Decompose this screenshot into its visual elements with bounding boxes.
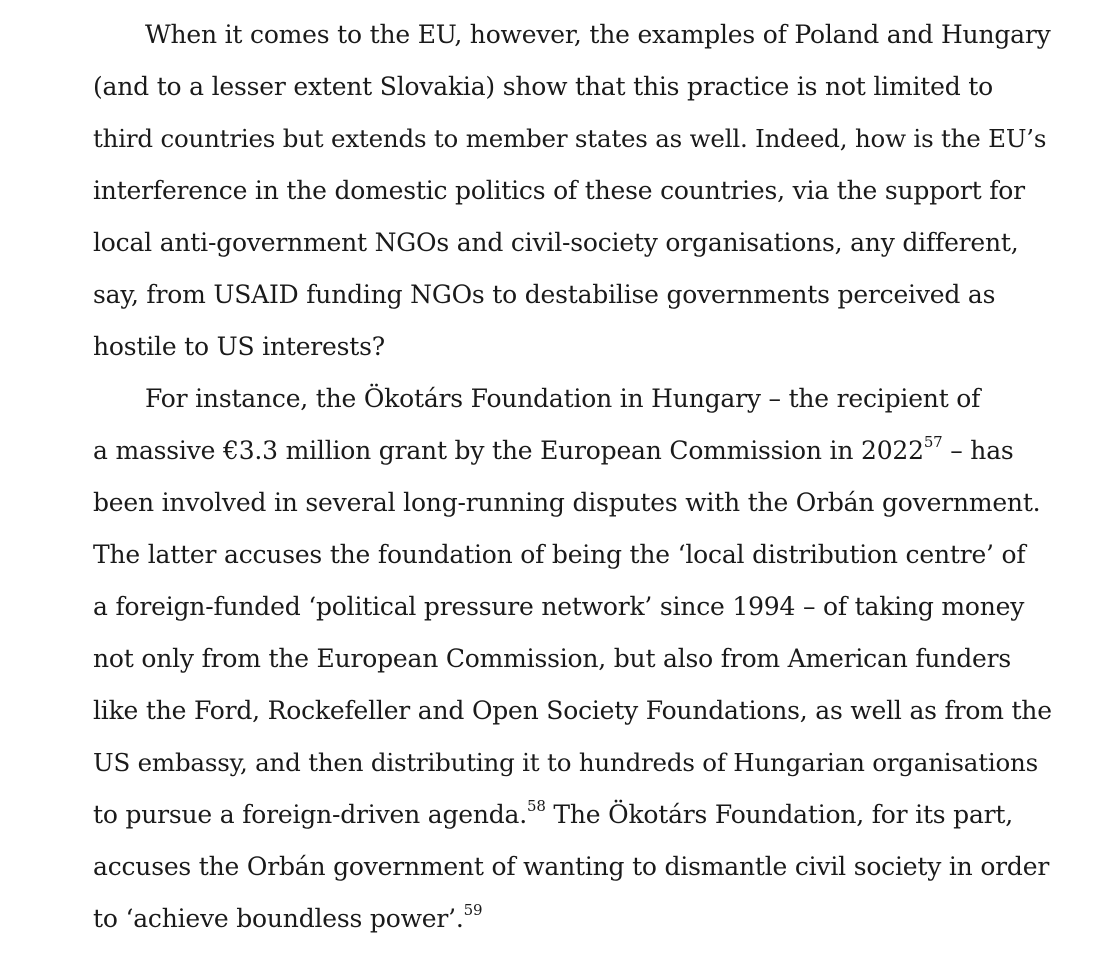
footnote-ref-58[interactable]: 58 — [527, 796, 546, 815]
paragraph-1-line-5: local anti-government NGOs and civil-society organisations, any different, — [93, 228, 1019, 257]
paragraph-1-line-4: interference in the domestic politics of these countries, via the support for — [93, 176, 1025, 205]
paragraph-2-line-8: US embassy, and then distributing it to hundreds of Hungarian organisations — [93, 748, 1038, 777]
paragraph-2-line-1: For instance, the Ökotárs Foundation in Hungary – the recipient of — [145, 384, 981, 413]
footnote-ref-57[interactable]: 57 — [923, 432, 943, 451]
line-text: to pursue a foreign-driven agenda. — [93, 800, 527, 829]
paragraph-1-line-1: When it comes to the EU, however, the examples of Poland and Hungary — [145, 20, 1051, 49]
paragraph-1-line-7: hostile to US interests? — [93, 332, 385, 361]
line-text: to ‘achieve boundless power’. — [93, 904, 464, 933]
line-text: a massive €3.3 million grant by the European Commission in 2022 — [93, 436, 924, 465]
paragraph-2-line-2 — [93, 425, 1014, 477]
paragraph-2-line-4: The latter accuses the foundation of being the ‘local distribution centre’ of — [93, 540, 1026, 569]
paragraph-1-line-3: third countries but extends to member states as well. Indeed, how is the EU’s — [93, 124, 1047, 153]
paragraph-2-line-11 — [93, 893, 482, 945]
paragraph-2-line-9 — [93, 789, 1013, 841]
line-text: – has — [942, 436, 1014, 465]
paragraph-2-line-6: not only from the European Commission, but also from American funders — [93, 644, 1011, 673]
paragraph-2-line-3: been involved in several long-running disputes with the Orbán government. — [93, 488, 1041, 517]
paragraph-1-line-6: say, from USAID funding NGOs to destabilise governments perceived as — [93, 280, 996, 309]
paragraph-1-line-2: (and to a lesser extent Slovakia) show that this practice is not limited to — [93, 72, 993, 101]
footnote-ref-59[interactable]: 59 — [463, 900, 483, 919]
line-text: The Ökotárs Foundation, for its part, — [545, 800, 1014, 829]
paragraph-2-line-10: accuses the Orbán government of wanting to dismantle civil society in order — [93, 852, 1050, 881]
paragraph-2-line-5: a foreign-funded ‘political pressure network’ since 1994 – of taking money — [93, 592, 1025, 621]
paragraph-2-line-7: like the Ford, Rockefeller and Open Society Foundations, as well as from the — [93, 696, 1052, 725]
